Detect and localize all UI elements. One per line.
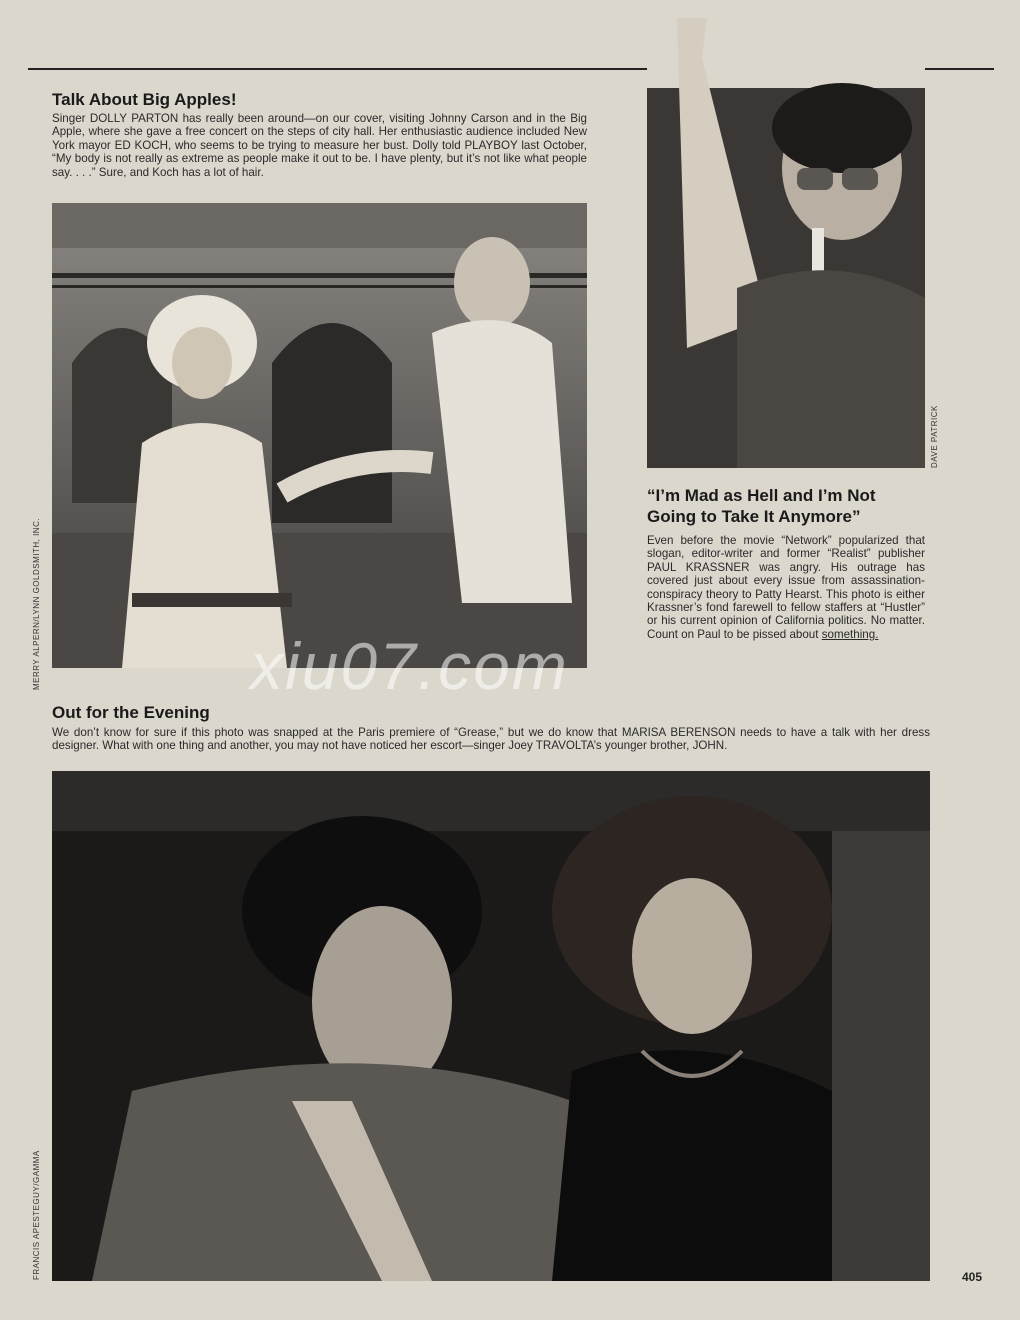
section-title-mad-as-hell-line1: “I’m Mad as Hell and I’m Not <box>647 486 876 505</box>
page-number: 405 <box>961 1270 982 1284</box>
section-body-out-for-evening: We don’t know for sure if this photo was snapped at the Paris premiere of “Grease,” but we do know that MARISA BERENSON needs to have a talk with her dress designer. What with one thing and another, you may not have noticed her escort—singer Joey TRAVOLTA’s younger brother, JOHN. <box>52 726 930 753</box>
photo-paul-krassner <box>647 18 925 468</box>
section-title-out-for-evening: Out for the Evening <box>52 703 210 722</box>
section-body-mad-as-hell <box>647 534 925 641</box>
photo-credit-patrick: DAVE PATRICK <box>930 405 939 468</box>
section-title-mad-as-hell <box>647 485 876 527</box>
section-body-mad-as-hell-end: something. <box>821 627 879 641</box>
section-body-big-apples: Singer DOLLY PARTON has really been around—on our cover, visiting Johnny Carson and in the Big Apple, where she gave a free concert on the steps of city hall. Her enthusiastic audience included New York mayor ED KOCH, who seems to be trying to measure her bust. Dolly told PLAYBOY last October, “My body is not really as extreme as people make it out to be. I have plenty, but it’s not like what people say. . . .” Sure, and Koch has a lot of hair. <box>52 112 587 179</box>
photo-credit-apesteguy: FRANCIS APESTEGUY/GAMMA <box>32 1150 41 1280</box>
photo-dolly-parton-ed-koch <box>52 203 587 668</box>
section-title-mad-as-hell-line2: Going to Take It Anymore” <box>647 507 861 526</box>
section-title-big-apples: Talk About Big Apples! <box>52 90 237 109</box>
photo-travolta-berenson <box>52 771 930 1281</box>
watermark: xiu07.com <box>250 629 569 703</box>
photo-credit-alpern: MERRY ALPERN/LYNN GOLDSMITH, INC. <box>32 517 41 690</box>
section-body-mad-as-hell-text: Even before the movie “Network” popularized that slogan, editor-writer and former “Realist” publisher PAUL KRASSNER was angry. His outrage has covered just about every issue from assassination-conspiracy theory to Patty Hearst. This photo is either Krassner’s fond farewell to fellow staffers at “Hustler” or his current opinion of California politics. No matter. Count on Paul to be pissed about <box>647 534 925 641</box>
